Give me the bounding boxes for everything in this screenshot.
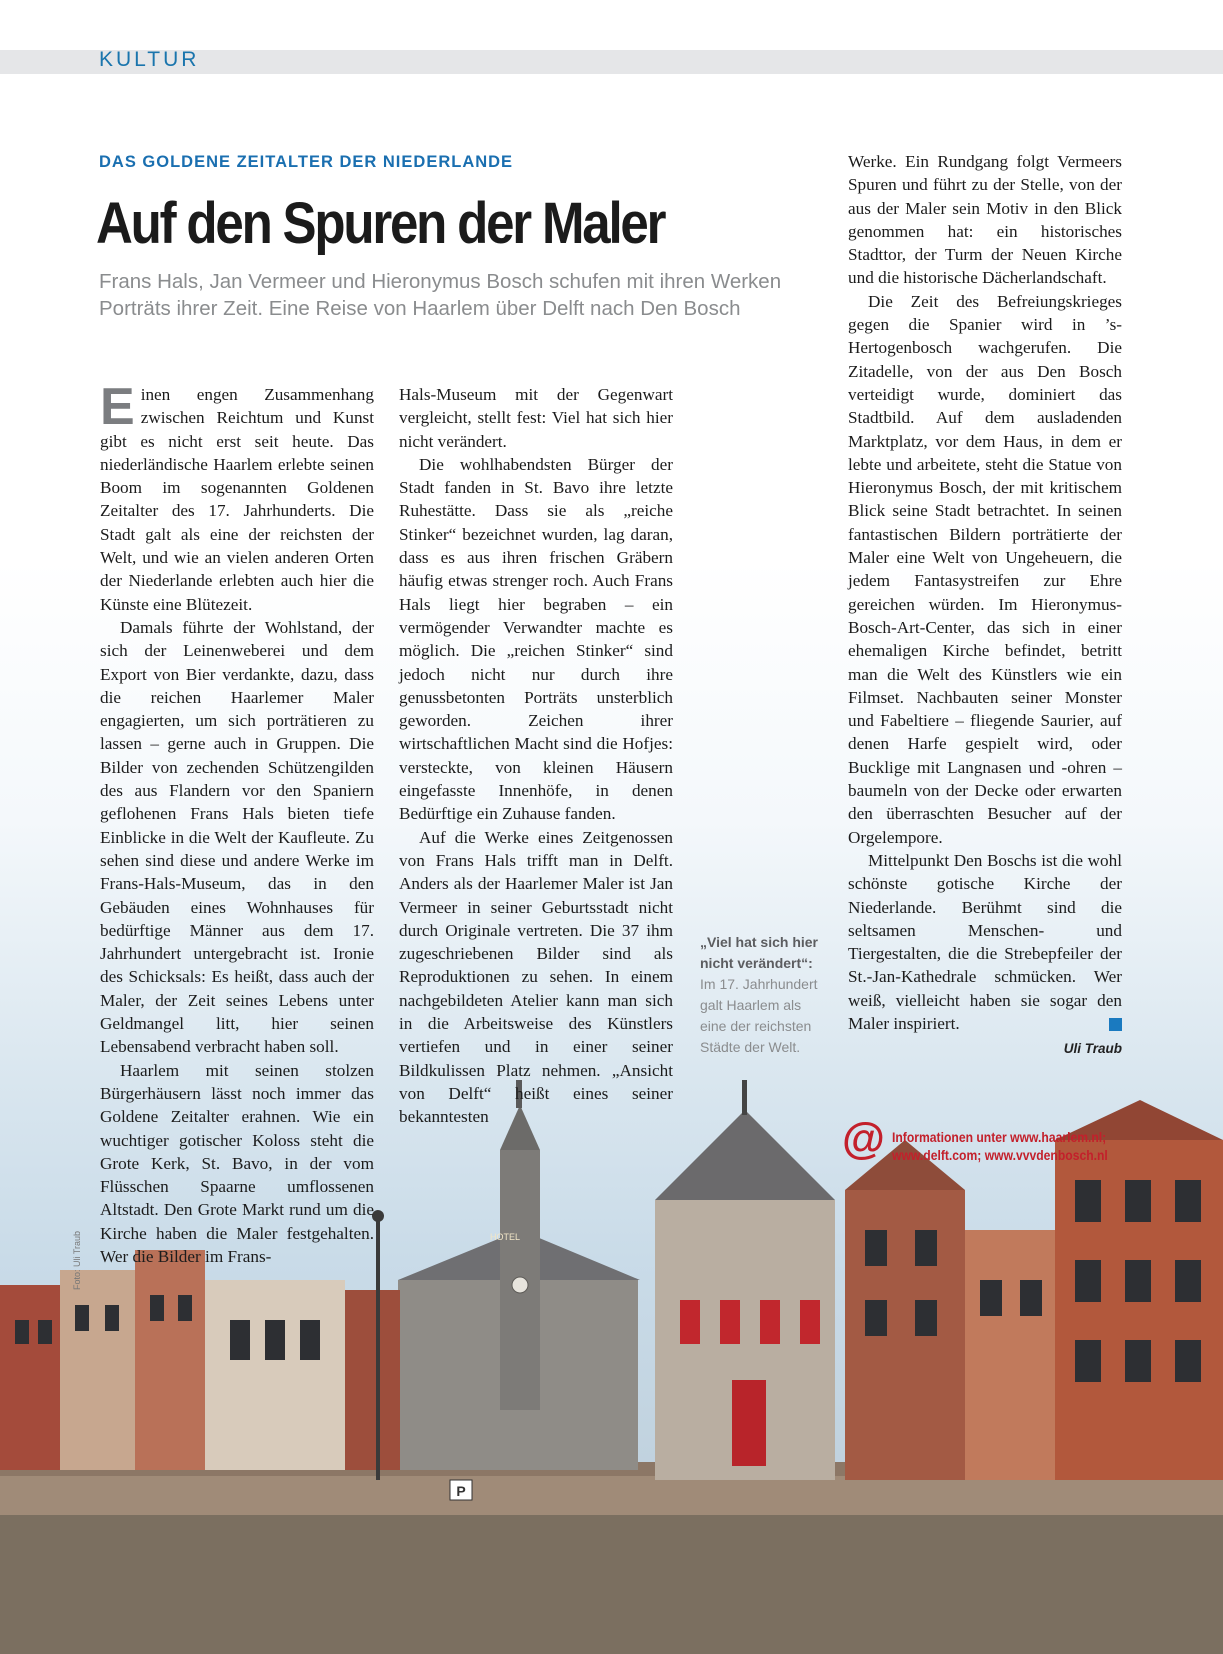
caption-text: Im 17. Jahrhundert galt Haarlem als eine der reichsten Städte der Welt. [700, 976, 818, 1055]
paragraph: Mittelpunkt Den Boschs ist die wohl schönste gotische Kirche der Niederlande. Berühmt sind die seltsamen Menschen- und Tiergestalten, die die Strebepfeiler der St.-Jan-Kathedrale schmücken. Wer weiß, vielleicht haben sie sogar den Maler inspiriert. [848, 850, 1122, 1033]
photo-caption [700, 932, 822, 1058]
hotel-sign-label: HOTEL [490, 1232, 521, 1242]
paragraph: Die Zeit des Befreiungskrieges gegen die Spanier wird in ’s-Hertogenbosch wachgerufen. Die Zitadelle, von der aus Den Bosch verteidigt wurde, dominiert das Stadtbild. Auf dem ausladenden Marktplatz, vor dem Haus, in dem er lebte und arbeitete, steht die Statue von Hieronymus Bosch, der mit kritischem Blick seine Stadt betrachtet. In seinen fantastischen Bildern porträtierte der Maler eine Welt von Ungeheuern, die jedem Fantasystreifen zur Ehre gereichen würden. Im Hieronymus-Bosch-Art-Center, das sich in einer ehemaligen Kirche befindet, betritt man die Welt des Künstlers wie ein Filmset. Nachbauten seiner Monster und Fabeltiere – fliegende Saurier, auf denen Harfe gespielt wird, oder Bucklige mit Langnasen und -ohren – baumeln von der Decke oder erwarten den überraschten Besucher auf der Orgelempore. [848, 291, 1122, 847]
parking-sign-label: P [456, 1483, 466, 1499]
article-title: Auf den Spuren der Maler [96, 191, 665, 256]
paragraph: Hals-Museum mit der Gegenwart vergleicht, stellt fest: Viel hat sich hier nicht verändert. [399, 385, 673, 451]
end-mark-icon [1109, 1018, 1122, 1031]
article-kicker: DAS GOLDENE ZEITALTER DER NIEDERLANDE [99, 153, 514, 171]
paragraph: Auf die Werke eines Zeitgenossen von Frans Hals trifft man in Delft. Anders als der Haarlemer Maler ist Jan Vermeer in seiner Geburtsstadt nicht durch Originale vertreten. Die 37 ihm zugeschriebenen Bilder sind als Reproduktionen zu sehen. In einem nachgebildeten Atelier kann man sich in die Arbeitsweise des Künstlers vertiefen und in einer seiner Bildkulissen Platz nehmen. „Ansicht von Delft“ heißt eines seiner bekanntesten [399, 827, 673, 1127]
paragraph: Werke. Ein Rundgang folgt Vermeers Spuren und führt zu der Stelle, von der aus der Maler sein Motiv in den Blick genommen hat: ein historisches Stadttor, der Turm der Neuen Kirche und die historische Dächerlandschaft. [848, 152, 1122, 288]
article-column-3 [848, 150, 1122, 1061]
photo-credit: Foto: Uli Traub [72, 1230, 82, 1290]
info-links [892, 1129, 1108, 1165]
article-deck: Frans Hals, Jan Vermeer und Hieronymus Bosch schufen mit ihren Werken Porträts ihrer Zeit. Eine Reise von Haarlem über Delft nach Den Bosch [99, 270, 782, 320]
drop-cap: E [100, 378, 135, 436]
article-column-1 [100, 378, 374, 1268]
caption-lead: „Viel hat sich hier nicht verändert“: [700, 934, 819, 971]
paragraph: Die wohlhabendsten Bürger der Stadt fanden in St. Bavo ihre letzte Ruhestätte. Dass sie als „reiche Stinker“ bezeichnet wurden, lag daran, dass es aus ihren frischen Gräbern häufig etwas strenger roch. Auch Frans Hals liegt hier begraben – ein vermögender Verwandter machte es möglich. Die „reichen Stinker“ sind jedoch nicht nur durch ihre genussbetonten Porträts unsterblich geworden. Zeichen ihrer wirtschaftlichen Macht sind die Hofjes: versteckte, von kleinen Häusern eingefasste Innenhöfe, in denen Bedürftige ein Zuhause fanden. [399, 454, 673, 824]
at-icon: @ [842, 1114, 885, 1163]
info-line-2[interactable]: www.delft.com; www.vvvdenbosch.nl [892, 1148, 1108, 1163]
paragraph: Haarlem mit seinen stolzen Bürgerhäusern lässt noch immer das Goldene Zeitalter erahnen. Wie ein wuchtiger gotischer Koloss steht die Grote Kerk, St. Bavo, in der vom Flüsschen Spaarne umflossenen Altstadt. Den Grote Markt rund um die Kirche haben die Maler festgehalten. Wer die Bilder im Frans- [100, 1060, 374, 1266]
info-line-1[interactable]: Informationen unter www.haarlem.nl; [892, 1130, 1107, 1145]
paragraph: Damals führte der Wohlstand, der sich der Leinenweberei und dem Export von Bier verdankte, dazu, dass die reichen Haarlemer Maler engagierten, um sich porträtieren zu lassen – gerne auch in Gruppen. Die Bilder von zechenden Schützengilden des aus Flandern vor den Spaniern geflohenen Frans Hals bieten tiefe Einblicke in die Welt der Kaufleute. Zu sehen sind diese und andere Werke im Frans-Hals-Museum, das in den Gebäuden eines Wohnhauses für bedürftige Männer aus dem 17. Jahrhundert untergebracht ist. Ironie des Schicksals: Es heißt, dass auch der Maler, der Zeit seines Lebens unter Geldmangel litt, hier seinen Lebensabend verbracht haben soll. [100, 617, 374, 1057]
info-box [842, 1114, 1132, 1170]
section-label: KULTUR [99, 48, 200, 71]
paragraph: Einen engen Zusammenhang zwischen Reichtum und Kunst gibt es nicht erst seit heute. Das niederländische Haarlem erlebte seinen Boom im sogenannten Goldenen Zeitalter des 17. Jahrhunderts. Die Stadt galt als eine der reichsten der Welt, und wie an vielen anderen Orten der Niederlande erlebten auch hier die Künste eine Blütezeit. [100, 378, 374, 614]
article-column-2 [399, 383, 673, 1129]
author-byline: Uli Traub [1063, 1041, 1122, 1057]
